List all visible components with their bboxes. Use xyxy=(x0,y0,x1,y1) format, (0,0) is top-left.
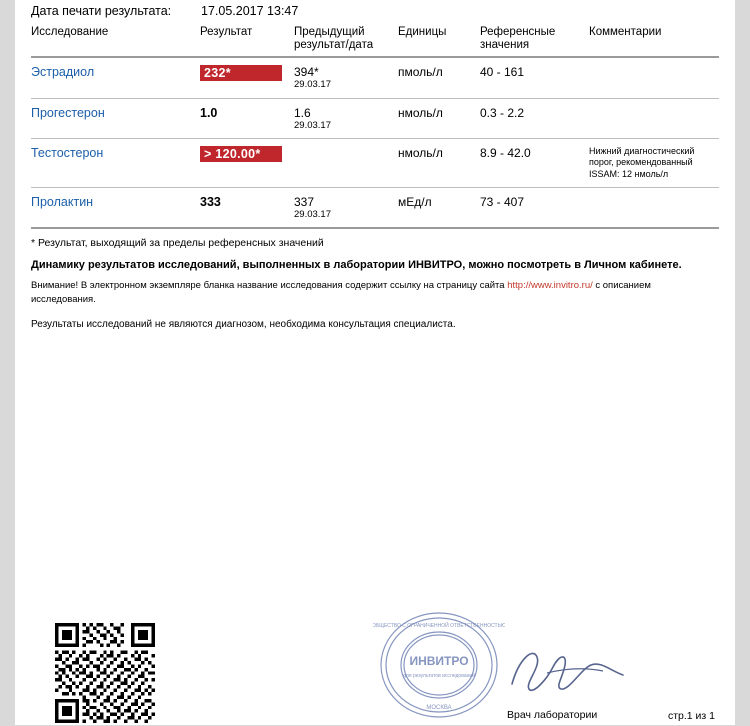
reference-value: 0.3 - 2.2 xyxy=(480,105,525,120)
stamp-image xyxy=(373,609,505,721)
previous-result-value: 394* xyxy=(294,65,319,80)
results-table-body xyxy=(31,57,719,228)
page-number: стр.1 из 1 xyxy=(667,710,715,722)
analyte-link[interactable]: Прогестерон xyxy=(31,105,105,120)
table-row xyxy=(31,187,719,228)
stamp-purpose-text: для результатов исследований xyxy=(403,673,475,679)
official-stamp xyxy=(373,609,505,721)
reference-value: 40 - 161 xyxy=(480,65,525,80)
note-out-of-range: * Результат, выходящий за пределы референсных значений xyxy=(31,237,324,250)
note-attention xyxy=(31,279,696,307)
note-attention-suffix: с описанием исследования. xyxy=(31,280,651,306)
result-value-flagged: > 120.00* xyxy=(200,146,282,162)
stamp-brand-text: ИНВИТРО xyxy=(409,654,469,668)
qr-code-image xyxy=(55,623,155,723)
previous-result-value: 337 xyxy=(294,194,315,209)
comment-value: Нижний диагностический порог, рекомендованный ISSAM: 12 нмоль/л xyxy=(589,146,695,179)
results-table-head xyxy=(31,24,719,57)
table-header-row xyxy=(31,24,719,57)
column-header-previous: Предыдущий результат/дата xyxy=(294,26,374,52)
stamp-city-text: МОСКВА xyxy=(426,705,452,711)
reference-value: 8.9 - 42.0 xyxy=(480,146,531,161)
column-header-analyte: Исследование xyxy=(31,26,109,38)
results-table xyxy=(31,24,719,229)
signature xyxy=(507,639,627,699)
column-header-reference: Референсные значения xyxy=(480,26,556,52)
table-row xyxy=(31,98,719,138)
invitro-link[interactable]: http://www.invitro.ru/ xyxy=(507,280,593,292)
comment-value xyxy=(589,98,719,138)
document-page xyxy=(15,0,735,725)
result-value-flagged: 232* xyxy=(200,65,282,81)
note-personal-account: Динамику результатов исследований, выполненных в лаборатории ИНВИТРО, можно посмотреть в Личном кабинете. xyxy=(31,259,682,272)
signature-image xyxy=(507,639,627,699)
table-row xyxy=(31,57,719,98)
units-value: нмоль/л xyxy=(398,146,443,161)
note-disclaimer: Результаты исследований не являются диагнозом, необходима консультация специалиста. xyxy=(31,318,456,330)
previous-result-value: 1.6 xyxy=(294,105,311,120)
units-value: мЕд/л xyxy=(398,194,432,209)
document-footer xyxy=(15,595,735,725)
units-value: нмоль/л xyxy=(398,105,443,120)
comment-value xyxy=(589,187,719,228)
qr-code xyxy=(55,623,155,723)
previous-result-date: 29.03.17 xyxy=(294,79,331,91)
analyte-link[interactable]: Пролактин xyxy=(31,194,94,209)
units-value: пмоль/л xyxy=(398,65,443,80)
analyte-link[interactable]: Тестостерон xyxy=(31,146,104,161)
doctor-label: Врач лаборатории xyxy=(507,709,598,721)
analyte-link[interactable]: Эстрадиол xyxy=(31,65,95,80)
column-header-units: Единицы xyxy=(398,26,447,38)
table-row xyxy=(31,139,719,188)
reference-value: 73 - 407 xyxy=(480,194,525,209)
note-attention-prefix: Внимание! В электронном экземпляре бланка название исследования содержит ссылку на страницу сайта xyxy=(31,280,508,292)
column-header-comments: Комментарии xyxy=(589,26,662,38)
previous-result-date: 29.03.17 xyxy=(294,208,331,220)
result-value: 333 xyxy=(200,194,221,209)
comment-value xyxy=(589,57,719,98)
column-header-result: Результат xyxy=(200,26,253,38)
stamp-outer-text: ОБЩЕСТВО С ОГРАНИЧЕННОЙ ОТВЕТСТВЕННОСТЬЮ xyxy=(373,623,505,629)
previous-result-date: 29.03.17 xyxy=(294,119,331,131)
print-date-row xyxy=(31,0,719,18)
print-date-value: 17.05.2017 13:47 xyxy=(201,4,299,18)
print-date-label: Дата печати результата: xyxy=(31,4,172,18)
result-value: 1.0 xyxy=(200,105,218,120)
